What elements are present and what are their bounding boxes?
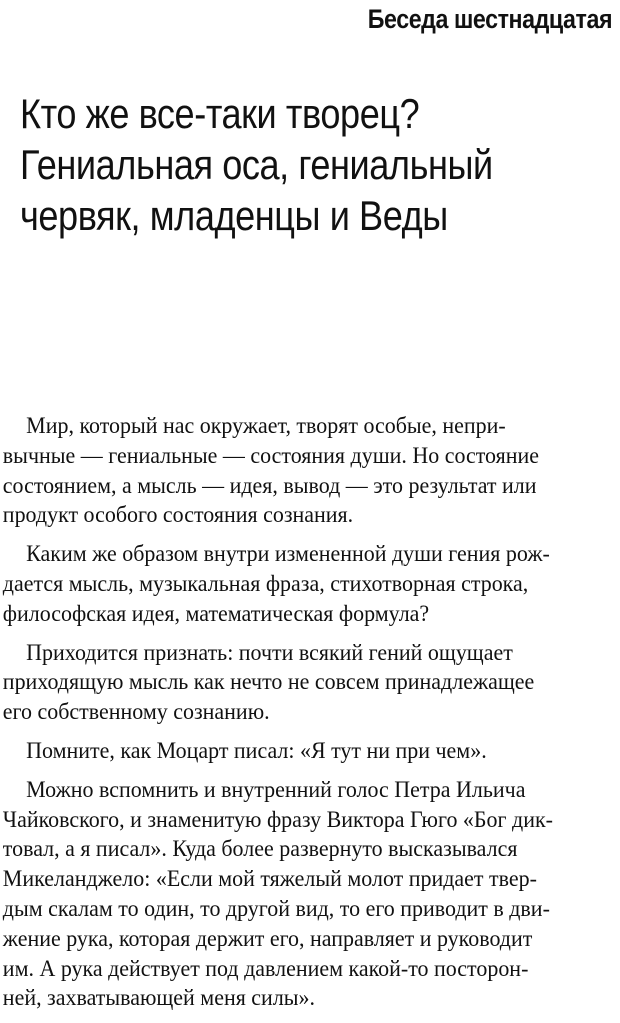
text-line: продукт особого состояния сознания. <box>2 502 354 529</box>
text-line: Мир, который нас окружает, творят особые, непри- <box>26 413 506 439</box>
text-line: философская идея, математическая формула? <box>2 600 430 627</box>
text-line: жение рука, которая держит его, направляет и руководит <box>2 925 533 952</box>
chapter-title-line: червяк, младенцы и Веды <box>20 192 448 239</box>
paragraph <box>0 412 610 531</box>
text-line: Каким же образом внутри измененной души гения рож- <box>26 541 550 568</box>
paragraph <box>0 776 610 1014</box>
paragraph <box>0 737 610 767</box>
text-line: им. А рука действует под давлением какой-то посторон- <box>2 955 529 982</box>
text-line: Приходится признать: почти всякий гений ощущает <box>26 639 513 666</box>
text-line: вычные — гениальные — состояния души. Но состояние <box>2 442 539 469</box>
text-line: товал, а я писал». Куда более развернуто высказывался <box>2 836 518 863</box>
chapter-title <box>20 88 580 241</box>
text-line: его собственному сознанию. <box>2 699 270 726</box>
paragraph <box>0 639 610 728</box>
text-line: Можно вспомнить и внутренний голос Петра Ильича <box>26 776 526 803</box>
body-text <box>0 412 610 1023</box>
text-line: Микеланджело: «Если мой тяжелый молот придает твер- <box>2 866 537 893</box>
text-line: дается мысль, музыкальная фраза, стихотворная строка, <box>2 570 529 597</box>
text-line: дым скалам то один, то другой вид, то его приводит в дви- <box>2 895 550 922</box>
running-head: Беседа шестнадцатая <box>367 4 612 34</box>
paragraph <box>0 540 610 629</box>
text-line: ней, захватывающей меня силы». <box>2 985 316 1012</box>
chapter-title-line: Кто же все-таки творец? <box>20 90 420 137</box>
text-line: приходящую мысль как нечто не совсем принадлежащее <box>2 669 535 696</box>
text-line: Помните, как Моцарт писал: «Я тут ни при чем». <box>26 737 487 764</box>
text-line: Чайковского, и знаменитую фразу Виктора Гюго «Бог дик- <box>2 806 553 833</box>
text-line: состоянием, а мысль — идея, вывод — это результат или <box>2 472 537 499</box>
chapter-title-line: Гениальная оса, гениальный <box>20 141 493 188</box>
